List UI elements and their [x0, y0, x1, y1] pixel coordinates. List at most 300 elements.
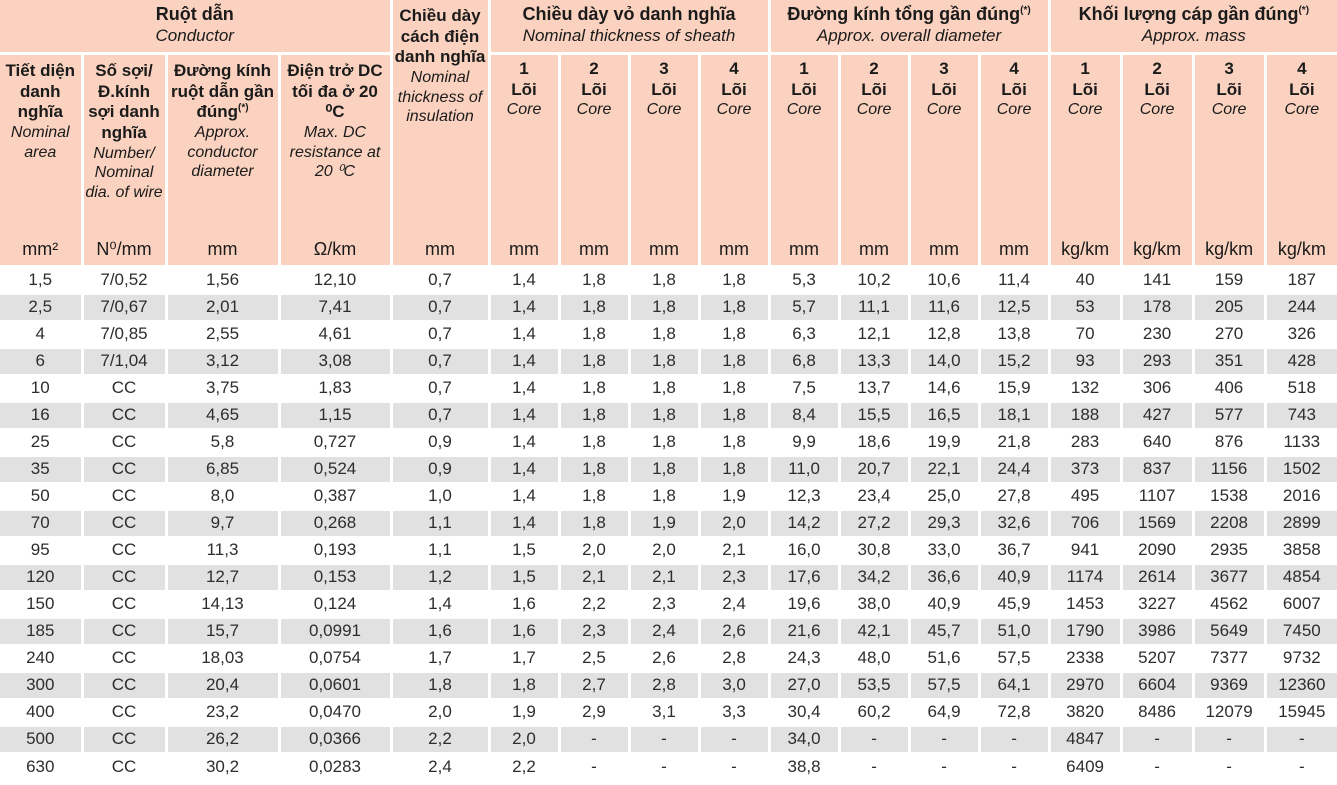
table-cell: 34,0 [769, 726, 839, 753]
table-cell: 187 [1265, 267, 1337, 294]
group-mass-title: Khối lượng cáp gần đúng(*) [1078, 4, 1310, 24]
table-cell: 2,5 [0, 294, 82, 321]
table-cell: 837 [1121, 456, 1193, 483]
table-cell: 3,75 [166, 375, 279, 402]
table-cell: 7/0,52 [82, 267, 166, 294]
table-cell: 12,1 [839, 321, 909, 348]
table-cell: 24,3 [769, 645, 839, 672]
table-cell: 941 [1049, 537, 1121, 564]
table-cell: 1,4 [489, 348, 559, 375]
table-cell: 6604 [1121, 672, 1193, 699]
col-core-2-sheath: 2 Lõi Core mm [559, 54, 629, 267]
table-cell: 1,8 [699, 402, 769, 429]
table-cell: 21,8 [979, 429, 1049, 456]
table-cell: 2,0 [629, 537, 699, 564]
table-cell: 1,4 [489, 402, 559, 429]
table-cell: 1,8 [699, 456, 769, 483]
table-cell: 1,4 [489, 294, 559, 321]
table-cell: 428 [1265, 348, 1337, 375]
table-cell: 12,10 [279, 267, 391, 294]
table-cell: 30,8 [839, 537, 909, 564]
table-cell: 1,8 [699, 321, 769, 348]
table-cell: CC [82, 402, 166, 429]
table-cell: 244 [1265, 294, 1337, 321]
table-cell: 40,9 [979, 564, 1049, 591]
table-cell: 2,3 [699, 564, 769, 591]
table-row [0, 402, 1337, 429]
table-cell: 2,01 [166, 294, 279, 321]
table-cell: 2,1 [629, 564, 699, 591]
table-row [0, 321, 1337, 348]
col-nominal-area: Tiết diện danh nghĩa Nominal area mm² [0, 54, 82, 267]
core-unit: mm [719, 239, 750, 259]
col-conductor-diameter-unit: mm [207, 239, 238, 259]
table-cell: 20,7 [839, 456, 909, 483]
table-cell: 7,5 [769, 375, 839, 402]
table-cell: 19,6 [769, 591, 839, 618]
table-cell: 4854 [1265, 564, 1337, 591]
table-cell: 2,6 [699, 618, 769, 645]
table-cell: 8486 [1121, 699, 1193, 726]
table-cell: 1,8 [699, 267, 769, 294]
table-cell: 1,4 [489, 483, 559, 510]
col-insulation-unit: mm [425, 239, 455, 259]
table-cell: 326 [1265, 321, 1337, 348]
table-row [0, 294, 1337, 321]
table-cell: 293 [1121, 348, 1193, 375]
table-cell: 12079 [1193, 699, 1265, 726]
table-row [0, 537, 1337, 564]
table-cell: 2,8 [699, 645, 769, 672]
table-cell: 13,7 [839, 375, 909, 402]
table-cell: 0,268 [279, 510, 391, 537]
table-cell: 25,0 [909, 483, 979, 510]
table-cell: 1107 [1121, 483, 1193, 510]
group-mass [1049, 0, 1337, 54]
table-cell: - [909, 726, 979, 753]
table-cell: 3858 [1265, 537, 1337, 564]
table-cell: 27,8 [979, 483, 1049, 510]
table-cell: 1790 [1049, 618, 1121, 645]
table-row [0, 375, 1337, 402]
table-cell: 2,9 [559, 699, 629, 726]
table-cell: 0,9 [391, 429, 489, 456]
table-cell: 2338 [1049, 645, 1121, 672]
table-cell: 706 [1049, 510, 1121, 537]
table-cell: - [699, 753, 769, 780]
core-unit: mm [859, 239, 890, 259]
table-cell: 0,0470 [279, 699, 391, 726]
table-cell: 3820 [1049, 699, 1121, 726]
table-cell: 1,8 [489, 672, 559, 699]
table-cell: 38,8 [769, 753, 839, 780]
table-cell: 36,7 [979, 537, 1049, 564]
table-cell: 1,8 [559, 510, 629, 537]
table-cell: 11,3 [166, 537, 279, 564]
table-cell: 5649 [1193, 618, 1265, 645]
table-cell: 1,8 [559, 321, 629, 348]
table-cell: 2,2 [489, 753, 559, 780]
table-cell: 3,1 [629, 699, 699, 726]
group-diameter-subtitle: Approx. overall diameter [816, 25, 1002, 45]
table-cell: 4 [0, 321, 82, 348]
table-cell: 6,85 [166, 456, 279, 483]
table-cell: 18,1 [979, 402, 1049, 429]
table-cell: 1,8 [699, 375, 769, 402]
table-cell: 1,4 [489, 267, 559, 294]
table-cell: 15,9 [979, 375, 1049, 402]
table-cell: - [559, 753, 629, 780]
table-cell: 577 [1193, 402, 1265, 429]
table-cell: - [1265, 753, 1337, 780]
col-core-4-sheath: 4 Lõi Core mm [699, 54, 769, 267]
table-row [0, 267, 1337, 294]
table-cell: 70 [0, 510, 82, 537]
table-cell: 1,8 [629, 483, 699, 510]
table-cell: 19,9 [909, 429, 979, 456]
table-cell: 16 [0, 402, 82, 429]
table-cell: 2,0 [699, 510, 769, 537]
table-cell: 2,55 [166, 321, 279, 348]
table-cell: CC [82, 456, 166, 483]
col-insulation-title: Chiều dày cách điện danh nghĩa [394, 6, 486, 67]
table-row [0, 618, 1337, 645]
table-cell: 1,4 [489, 429, 559, 456]
table-cell: 14,6 [909, 375, 979, 402]
table-cell: 1538 [1193, 483, 1265, 510]
table-cell: 10 [0, 375, 82, 402]
table-cell: 351 [1193, 348, 1265, 375]
table-cell: 132 [1049, 375, 1121, 402]
table-cell: 27,0 [769, 672, 839, 699]
table-cell: 2,4 [391, 753, 489, 780]
table-cell: 518 [1265, 375, 1337, 402]
table-cell: CC [82, 591, 166, 618]
table-cell: 1,8 [559, 483, 629, 510]
core-unit: mm [789, 239, 820, 259]
table-cell: 427 [1121, 402, 1193, 429]
table-cell: 9732 [1265, 645, 1337, 672]
core-unit: mm [579, 239, 609, 259]
table-cell: 8,0 [166, 483, 279, 510]
table-cell: - [979, 753, 1049, 780]
table-cell: 0,0283 [279, 753, 391, 780]
table-cell: 0,387 [279, 483, 391, 510]
table-cell: 230 [1121, 321, 1193, 348]
table-cell: 1,83 [279, 375, 391, 402]
table-cell: - [839, 753, 909, 780]
col-insulation [391, 0, 489, 267]
table-cell: CC [82, 429, 166, 456]
col-core-2-diameter: 2 Lõi Core mm [839, 54, 909, 267]
table-cell: 51,6 [909, 645, 979, 672]
table-cell: - [839, 726, 909, 753]
table-cell: 2,0 [559, 537, 629, 564]
table-cell: - [1193, 726, 1265, 753]
col-core-1-sheath: 1 Lõi Core mm [489, 54, 559, 267]
table-cell: 0,727 [279, 429, 391, 456]
table-cell: 0,0991 [279, 618, 391, 645]
table-cell: 120 [0, 564, 82, 591]
table-cell: 0,193 [279, 537, 391, 564]
col-dc-resistance: Điện trở DC tối đa ở 20 ⁰C Max. DC resistance at 20 ⁰C Ω/km [279, 54, 391, 267]
table-cell: 1,9 [699, 483, 769, 510]
col-wire-number: Số sợi/ Đ.kính sợi danh nghĩa Number/ Nominal dia. of wire N⁰/mm [82, 54, 166, 267]
table-cell: - [699, 726, 769, 753]
table-cell: 1502 [1265, 456, 1337, 483]
table-cell: 14,13 [166, 591, 279, 618]
table-cell: 51,0 [979, 618, 1049, 645]
table-cell: 1,8 [699, 429, 769, 456]
core-unit: kg/km [1205, 239, 1254, 259]
table-row [0, 483, 1337, 510]
table-cell: 1,4 [489, 456, 559, 483]
table-cell: 1,8 [559, 267, 629, 294]
table-cell: 1,8 [629, 348, 699, 375]
table-cell: 11,0 [769, 456, 839, 483]
table-cell: 12,7 [166, 564, 279, 591]
col-core-4-mass: 4 Lõi Core kg/km [1265, 54, 1337, 267]
table-cell: 1,8 [559, 429, 629, 456]
table-cell: 35 [0, 456, 82, 483]
group-sheath-subtitle: Nominal thickness of sheath [522, 25, 736, 45]
col-insulation-subtitle: Nominal thickness of insulation [397, 69, 483, 126]
table-cell: 0,7 [391, 375, 489, 402]
col-core-3-mass: 3 Lõi Core kg/km [1193, 54, 1265, 267]
table-cell: 495 [1049, 483, 1121, 510]
table-cell: 9,7 [166, 510, 279, 537]
table-cell: 6 [0, 348, 82, 375]
table-row [0, 510, 1337, 537]
table-cell: 29,3 [909, 510, 979, 537]
table-cell: 0,0601 [279, 672, 391, 699]
table-cell: 60,2 [839, 699, 909, 726]
table-cell: CC [82, 564, 166, 591]
table-cell: 93 [1049, 348, 1121, 375]
table-row [0, 645, 1337, 672]
table-cell: CC [82, 699, 166, 726]
table-cell: 21,6 [769, 618, 839, 645]
table-cell: 2,0 [391, 699, 489, 726]
table-cell: 1,9 [629, 510, 699, 537]
core-unit: mm [649, 239, 679, 259]
table-cell: 2,3 [559, 618, 629, 645]
table-cell: 1,8 [559, 402, 629, 429]
table-cell: 1,1 [391, 537, 489, 564]
table-cell: 0,9 [391, 456, 489, 483]
table-cell: 8,4 [769, 402, 839, 429]
group-diameter [769, 0, 1049, 54]
table-cell: 4,61 [279, 321, 391, 348]
table-cell: - [979, 726, 1049, 753]
col-core-2-mass: 2 Lõi Core kg/km [1121, 54, 1193, 267]
table-cell: 743 [1265, 402, 1337, 429]
table-cell: 12360 [1265, 672, 1337, 699]
table-cell: - [909, 753, 979, 780]
table-cell: 1569 [1121, 510, 1193, 537]
table-cell: 48,0 [839, 645, 909, 672]
table-cell: 0,0366 [279, 726, 391, 753]
group-header-row [0, 0, 1337, 54]
table-cell: 3,12 [166, 348, 279, 375]
col-core-4-diameter: 4 Lõi Core mm [979, 54, 1049, 267]
column-header-row [0, 54, 1337, 267]
table-cell: 2,4 [699, 591, 769, 618]
group-conductor-subtitle: Conductor [155, 25, 234, 45]
table-cell: CC [82, 726, 166, 753]
table-cell: 4,65 [166, 402, 279, 429]
table-cell: 53 [1049, 294, 1121, 321]
table-cell: 1133 [1265, 429, 1337, 456]
table-cell: 12,5 [979, 294, 1049, 321]
table-cell: 12,3 [769, 483, 839, 510]
table-cell: CC [82, 375, 166, 402]
table-cell: 1,6 [489, 618, 559, 645]
table-cell: 1174 [1049, 564, 1121, 591]
table-cell: 6409 [1049, 753, 1121, 780]
table-cell: 64,9 [909, 699, 979, 726]
table-cell: 24,4 [979, 456, 1049, 483]
table-cell: 7/0,85 [82, 321, 166, 348]
table-cell: 1453 [1049, 591, 1121, 618]
table-cell: 70 [1049, 321, 1121, 348]
core-unit: mm [929, 239, 960, 259]
table-cell: 40 [1049, 267, 1121, 294]
table-cell: 32,6 [979, 510, 1049, 537]
table-cell: CC [82, 672, 166, 699]
table-cell: 9369 [1193, 672, 1265, 699]
table-cell: 16,5 [909, 402, 979, 429]
table-cell: 0,124 [279, 591, 391, 618]
table-cell: 7,41 [279, 294, 391, 321]
table-cell: CC [82, 537, 166, 564]
table-cell: 306 [1121, 375, 1193, 402]
table-cell: 30,4 [769, 699, 839, 726]
table-cell: 1,8 [629, 429, 699, 456]
table-cell: 57,5 [909, 672, 979, 699]
table-cell: 406 [1193, 375, 1265, 402]
table-cell: 42,1 [839, 618, 909, 645]
table-cell: 72,8 [979, 699, 1049, 726]
table-cell: 3227 [1121, 591, 1193, 618]
table-cell: 5,3 [769, 267, 839, 294]
table-cell: 11,1 [839, 294, 909, 321]
table-cell: 1,1 [391, 510, 489, 537]
table-cell: 40,9 [909, 591, 979, 618]
table-cell: 1,5 [489, 537, 559, 564]
table-cell: 2016 [1265, 483, 1337, 510]
core-unit: kg/km [1277, 239, 1326, 259]
table-cell: 5207 [1121, 645, 1193, 672]
table-cell: 1,8 [629, 294, 699, 321]
table-cell: 630 [0, 753, 82, 780]
table-cell: 13,3 [839, 348, 909, 375]
table-cell: 45,7 [909, 618, 979, 645]
table-cell: 1,15 [279, 402, 391, 429]
table-cell: 2208 [1193, 510, 1265, 537]
table-cell: 1,7 [489, 645, 559, 672]
table-cell: 1,8 [629, 267, 699, 294]
table-cell: 15,5 [839, 402, 909, 429]
table-cell: 2970 [1049, 672, 1121, 699]
table-cell: 13,8 [979, 321, 1049, 348]
table-cell: 2,3 [629, 591, 699, 618]
group-conductor [0, 0, 391, 54]
table-cell: 141 [1121, 267, 1193, 294]
table-cell: 1,9 [489, 699, 559, 726]
table-cell: 7/0,67 [82, 294, 166, 321]
table-cell: 2,5 [559, 645, 629, 672]
table-cell: CC [82, 618, 166, 645]
table-cell: 1,4 [489, 375, 559, 402]
table-cell: 640 [1121, 429, 1193, 456]
table-row [0, 726, 1337, 753]
table-cell: 1,8 [629, 375, 699, 402]
table-cell: - [1121, 753, 1193, 780]
table-cell: CC [82, 753, 166, 780]
table-cell: 2899 [1265, 510, 1337, 537]
table-cell: 26,2 [166, 726, 279, 753]
table-cell: 1,4 [489, 510, 559, 537]
table-row [0, 753, 1337, 780]
table-cell: 1,8 [391, 672, 489, 699]
table-cell: 17,6 [769, 564, 839, 591]
table-cell: 6007 [1265, 591, 1337, 618]
col-core-1-mass: 1 Lõi Core kg/km [1049, 54, 1121, 267]
table-cell: 27,2 [839, 510, 909, 537]
table-cell: 400 [0, 699, 82, 726]
table-cell: 300 [0, 672, 82, 699]
table-cell: CC [82, 510, 166, 537]
table-cell: 1,6 [391, 618, 489, 645]
table-body [0, 267, 1337, 780]
table-cell: 876 [1193, 429, 1265, 456]
table-cell: 1156 [1193, 456, 1265, 483]
table-cell: 1,8 [699, 294, 769, 321]
table-cell: 1,8 [559, 456, 629, 483]
table-cell: 23,4 [839, 483, 909, 510]
table-cell: 1,7 [391, 645, 489, 672]
table-cell: 270 [1193, 321, 1265, 348]
table-cell: 1,56 [166, 267, 279, 294]
table-cell: 0,7 [391, 267, 489, 294]
table-cell: 150 [0, 591, 82, 618]
table-cell: 0,7 [391, 321, 489, 348]
table-cell: 18,6 [839, 429, 909, 456]
table-cell: 14,0 [909, 348, 979, 375]
table-cell: 1,0 [391, 483, 489, 510]
core-unit: mm [509, 239, 539, 259]
table-cell: 15945 [1265, 699, 1337, 726]
table-cell: 22,1 [909, 456, 979, 483]
table-cell: 1,8 [559, 348, 629, 375]
table-cell: 18,03 [166, 645, 279, 672]
table-cell: 7/1,04 [82, 348, 166, 375]
table-cell: CC [82, 645, 166, 672]
table-cell: 159 [1193, 267, 1265, 294]
table-cell: 0,153 [279, 564, 391, 591]
table-cell: 7450 [1265, 618, 1337, 645]
table-cell: 373 [1049, 456, 1121, 483]
table-cell: 2,6 [629, 645, 699, 672]
table-cell: 1,6 [489, 591, 559, 618]
table-cell: 1,5 [0, 267, 82, 294]
core-unit: mm [999, 239, 1030, 259]
table-cell: 23,2 [166, 699, 279, 726]
col-core-1-diameter: 1 Lõi Core mm [769, 54, 839, 267]
table-cell: 45,9 [979, 591, 1049, 618]
table-cell: 4847 [1049, 726, 1121, 753]
